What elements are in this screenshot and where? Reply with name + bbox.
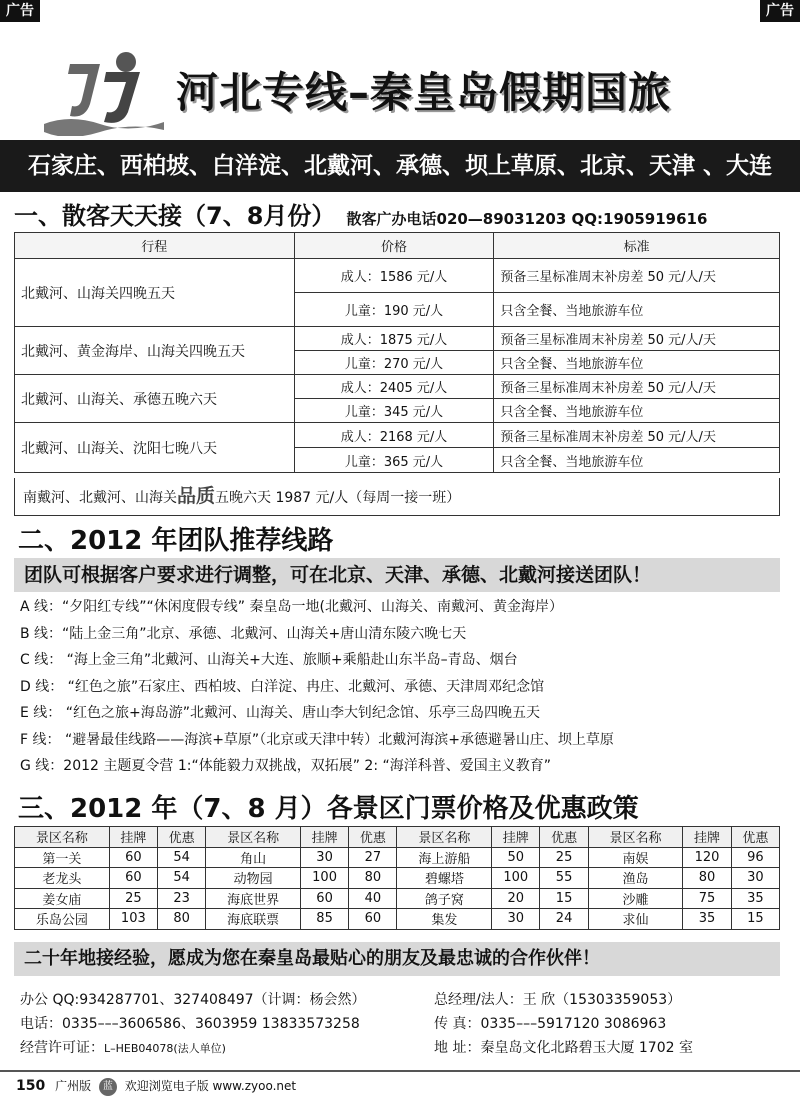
discount-price-cell: 15 [731,909,779,930]
listed-price-cell: 20 [492,888,540,909]
trip-table-header [15,233,780,259]
col-header-name: 景区名称 [15,827,110,848]
col-header-discount: 优惠 [731,827,779,848]
col-header-listed: 挂牌 [683,827,731,848]
listed-price-cell: 60 [109,847,157,868]
adult-price-cell: 成人：2168 元/人 [294,423,494,448]
listed-price-cell: 35 [683,909,731,930]
col-header-listed: 挂牌 [109,827,157,848]
table-row [15,868,780,889]
col-header-listed: 挂牌 [300,827,348,848]
scenic-name-cell: 集发 [397,909,492,930]
discount-price-cell: 96 [731,847,779,868]
section1-phone: 散客广办电话020—89031203 QQ:1905919616 [346,210,708,228]
discount-price-cell: 54 [157,847,205,868]
company-logo-icon [40,44,170,136]
page-footer [0,1070,800,1100]
route-cell: 北戴河、山海关四晚五天 [15,259,295,327]
address: 地 址：秦皇岛文化北路碧玉大厦 1702 室 [434,1040,693,1056]
discount-price-cell: 30 [731,868,779,889]
ticket-price-table [14,826,780,930]
ad-tag-left: 广告 [0,0,40,22]
license-value: L–HEB04078(法人单位) [104,1042,226,1055]
scenic-name-cell: 沙雕 [588,888,683,909]
office-qq: 办公 QQ:934287701、327408497（计调：杨会然） [20,992,366,1008]
scenic-name-cell: 角山 [206,847,301,868]
adult-standard-cell: 预备三星标准周末补房差 50 元/人/天 [494,423,780,448]
listed-price-cell: 30 [492,909,540,930]
table-row [15,909,780,930]
special-offer-quality: 品质 [177,485,216,507]
list-item: A 线：“夕阳红专线”“休闲度假专线” 秦皇岛一地(北戴河、山海关、南戴河、黄金海岸） [20,599,563,615]
ad-tag-right: 广告 [760,0,800,22]
contact-left [20,988,366,1060]
listed-price-cell: 120 [683,847,731,868]
adult-price-cell: 成人：2405 元/人 [294,375,494,399]
list-item: C 线： “海上金三角”北戴河、山海关+大连、旅顺+乘船赴山东半岛–青岛、烟台 [20,652,518,668]
discount-price-cell: 27 [349,847,397,868]
child-standard-cell: 只含全餐、当地旅游车位 [494,448,780,473]
col-header-discount: 优惠 [349,827,397,848]
adult-standard-cell: 预备三星标准周末补房差 50 元/人/天 [494,375,780,399]
listed-price-cell: 75 [683,888,731,909]
col-header-discount: 优惠 [540,827,588,848]
table-row [15,423,780,448]
scenic-name-cell: 求仙 [588,909,683,930]
child-standard-cell: 只含全餐、当地旅游车位 [494,293,780,327]
adult-standard-cell: 预备三星标准周末补房差 50 元/人/天 [494,327,780,351]
contact-right [434,988,693,1060]
page-number: 150 [16,1078,46,1094]
route-cell: 北戴河、山海关、承德五晚六天 [15,375,295,423]
scenic-name-cell: 乐岛公园 [15,909,110,930]
list-item: E 线： “红色之旅+海岛游”北戴河、山海关、唐山李大钊纪念馆、乐亭三岛四晚五天 [20,705,540,721]
table-row [15,327,780,351]
listed-price-cell: 60 [300,888,348,909]
route-cell: 北戴河、山海关、沈阳七晚八天 [15,423,295,473]
scenic-name-cell: 姜女庙 [15,888,110,909]
discount-price-cell: 23 [157,888,205,909]
discount-price-cell: 40 [349,888,397,909]
discount-price-cell: 24 [540,909,588,930]
destinations-bar: 石家庄、西柏坡、白洋淀、北戴河、承德、坝上草原、北京、天津 、大连 [0,140,800,192]
discount-price-cell: 54 [157,868,205,889]
list-item: G 线：2012 主题夏令营 1:“体能毅力双挑战，双拓展” 2: “海洋科普、爱国主义教育” [20,758,551,774]
section1-title: 一、散客天天接（7、8月份） [14,202,336,230]
partnership-banner: 二十年地接经验，愿成为您在秦皇岛最贴心的朋友及最忠诚的合作伙伴！ [14,942,780,976]
table-row [15,375,780,399]
child-price-cell: 儿童：345 元/人 [294,399,494,423]
scenic-name-cell: 海底世界 [206,888,301,909]
child-price-cell: 儿童：365 元/人 [294,448,494,473]
scenic-name-cell: 动物园 [206,868,301,889]
general-manager: 总经理/法人：王 欣（15303359053） [434,992,682,1008]
listed-price-cell: 100 [300,868,348,889]
license [20,1036,366,1060]
discount-price-cell: 25 [540,847,588,868]
scenic-name-cell: 碧螺塔 [397,868,492,889]
discount-price-cell: 55 [540,868,588,889]
special-offer-prefix: 南戴河、北戴河、山海关 [23,490,177,506]
team-adjust-banner: 团队可根据客户要求进行调整，可在北京、天津、承德、北戴河接送团队！ [14,558,780,592]
col-header-route: 行程 [15,233,295,259]
list-item: D 线： “红色之旅”石家庄、西柏坡、白洋淀、冉庄、北戴河、承德、天津周邓纪念馆 [20,678,545,695]
col-header-name: 景区名称 [397,827,492,848]
scenic-name-cell: 第一关 [15,847,110,868]
discount-price-cell: 60 [349,909,397,930]
child-standard-cell: 只含全餐、当地旅游车位 [494,399,780,423]
main-title: 河北专线–秦皇岛假期国旅 [176,68,672,117]
fax-numbers: 传 真：0335–––5917120 3086963 [434,1016,667,1032]
discount-price-cell: 80 [157,909,205,930]
listed-price-cell: 50 [492,847,540,868]
table-row [15,259,780,293]
scenic-name-cell: 渔岛 [588,868,683,889]
listed-price-cell: 25 [109,888,157,909]
section1-header [14,196,800,228]
col-header-name: 景区名称 [206,827,301,848]
trip-price-table [14,232,780,473]
scenic-name-cell: 老龙头 [15,868,110,889]
adult-standard-cell: 预备三星标准周末补房差 50 元/人/天 [494,259,780,293]
table-row [15,888,780,909]
listed-price-cell: 85 [300,909,348,930]
child-price-cell: 儿童：270 元/人 [294,351,494,375]
child-price-cell: 儿童：190 元/人 [294,293,494,327]
listed-price-cell: 30 [300,847,348,868]
scenic-name-cell: 海底联票 [206,909,301,930]
discount-price-cell: 15 [540,888,588,909]
section3-title: 三、2012 年（7、8 月）各景区门票价格及优惠政策 [18,794,639,824]
section2-title: 二、2012 年团队推荐线路 [18,526,334,556]
license-label: 经营许可证： [20,1040,104,1056]
discount-price-cell: 80 [349,868,397,889]
scenic-name-cell: 鸽子窝 [397,888,492,909]
discount-price-cell: 35 [731,888,779,909]
col-header-listed: 挂牌 [492,827,540,848]
list-item: B 线：“陆上金三角”北京、承德、北戴河、山海关+唐山清东陵六晚七天 [20,625,467,642]
listed-price-cell: 100 [492,868,540,889]
adult-price-cell: 成人：1875 元/人 [294,327,494,351]
child-standard-cell: 只含全餐、当地旅游车位 [494,351,780,375]
special-offer-row [14,478,780,516]
ticket-table-header [15,827,780,848]
listed-price-cell: 103 [109,909,157,930]
col-header-standard: 标准 [494,233,780,259]
phone-numbers: 电话：0335–––3606586、3603959 13833573258 [20,1016,360,1032]
col-header-price: 价格 [294,233,494,259]
listed-price-cell: 60 [109,868,157,889]
route-cell: 北戴河、黄金海岸、山海关四晚五天 [15,327,295,375]
col-header-name: 景区名称 [588,827,683,848]
listed-price-cell: 80 [683,868,731,889]
scenic-name-cell: 海上游船 [397,847,492,868]
col-header-discount: 优惠 [157,827,205,848]
scenic-name-cell: 南娱 [588,847,683,868]
table-row [15,847,780,868]
list-item: F 线： “避暑最佳线路——海滨+草原”（北京或天津中转）北戴河海滨+承德避暑山庄、坝上草原 [20,731,614,748]
special-offer-suffix: 五晚六天 1987 元/人（每周一接一班） [215,490,461,506]
team-route-list [20,594,790,780]
footer-site-link[interactable]: 欢迎浏览电子版 www.zyoo.net [124,1079,297,1093]
adult-price-cell: 成人：1586 元/人 [294,259,494,293]
edition-label: 广州版 [55,1079,92,1093]
badge-icon: 蓝 [99,1078,117,1096]
